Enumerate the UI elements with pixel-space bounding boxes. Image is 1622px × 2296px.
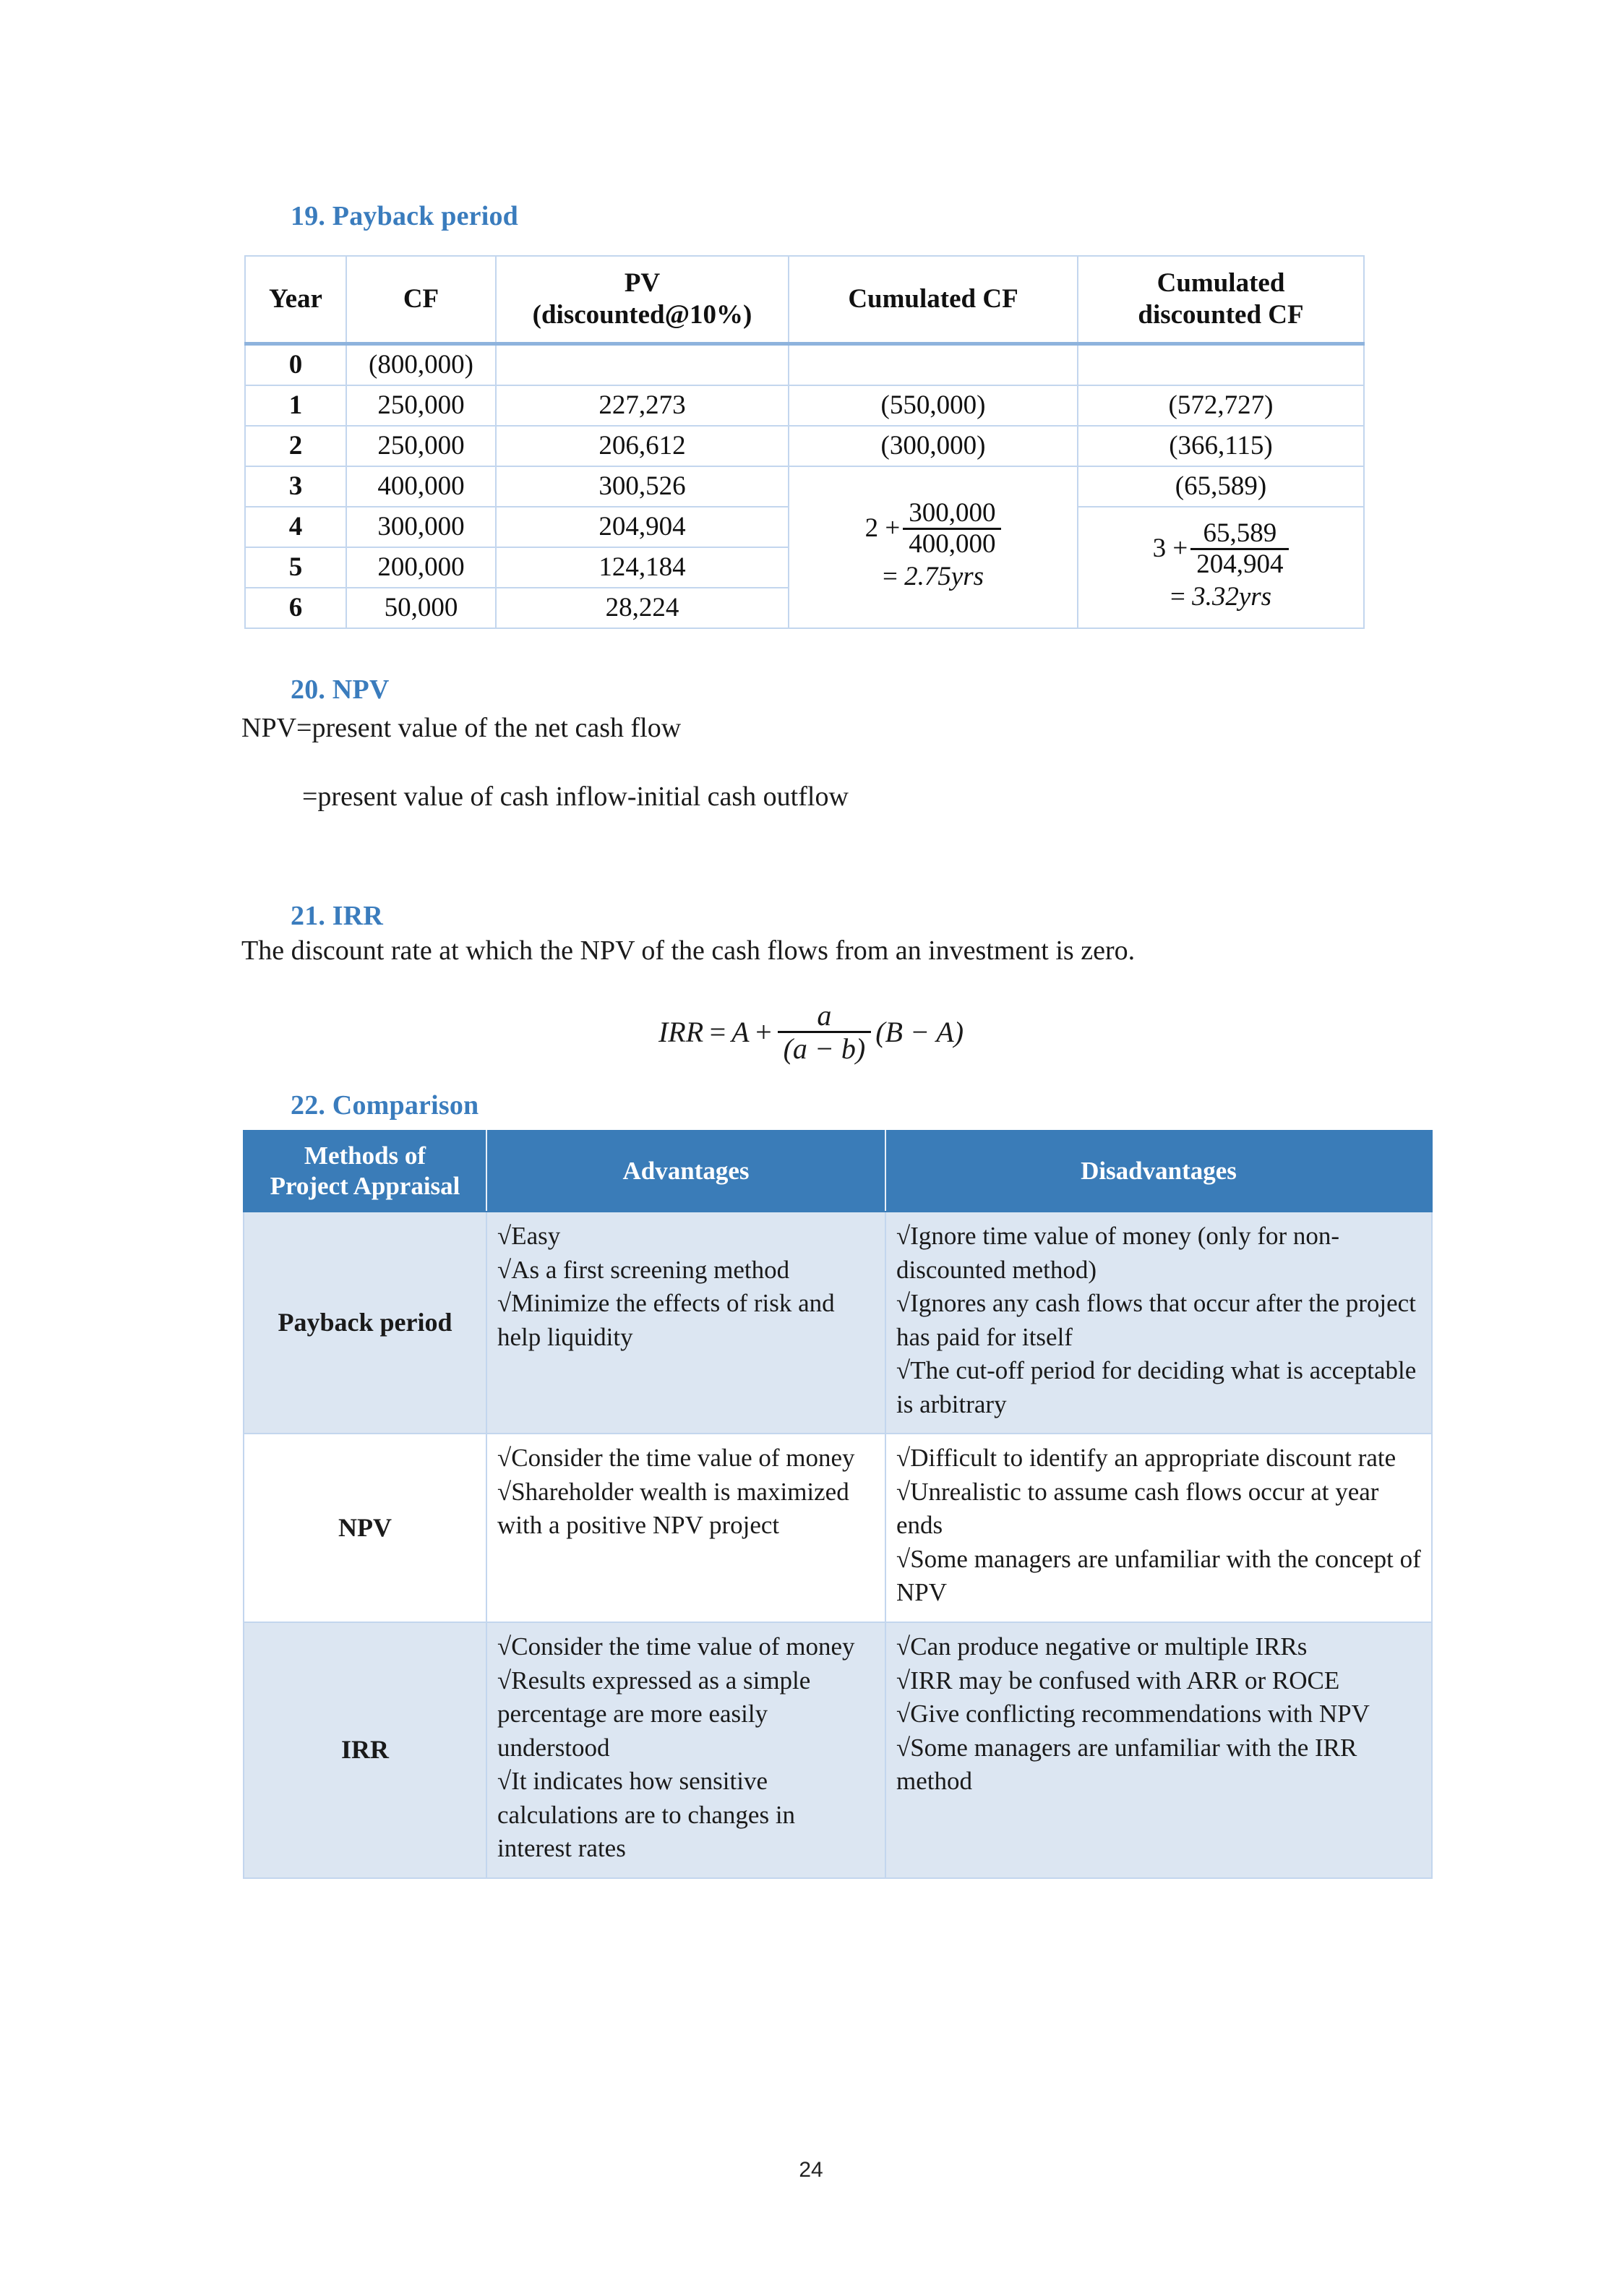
check-icon: √ [497, 1632, 512, 1661]
check-icon: √ [497, 1255, 512, 1284]
comparison-row-npv [244, 1434, 1432, 1622]
cell-disadvantages [885, 1434, 1432, 1622]
col-header-cdcf-line1: Cumulated [1157, 268, 1285, 299]
check-icon: √ [896, 1356, 911, 1385]
list-item-text: Difficult to identify an appropriate discount rate [910, 1444, 1396, 1473]
check-icon: √ [497, 1289, 512, 1318]
cell-pv: 227,273 [496, 385, 789, 426]
cell-cf: 200,000 [346, 547, 496, 588]
cell-cf: 400,000 [346, 466, 496, 507]
col-header-disadvantages: Disadvantages [885, 1131, 1432, 1212]
heading-comparison: 22. Comparison [291, 1090, 479, 1121]
cdcf-formula-equals: = [1170, 582, 1185, 612]
col-header-methods [244, 1131, 486, 1212]
cell-cumulated-cf: (550,000) [789, 385, 1078, 426]
cell-disadvantages [885, 1622, 1432, 1878]
cdcf-formula-numerator: 65,589 [1203, 518, 1277, 549]
irr-formula-plus: + [753, 1016, 773, 1049]
cell-method-name: IRR [244, 1622, 486, 1878]
cell-year: 6 [245, 588, 346, 628]
cdcf-formula-whole: 3 + [1152, 534, 1188, 564]
col-header-cumulated-cf: Cumulated CF [789, 256, 1078, 344]
cdcf-formula-fraction [1190, 519, 1289, 579]
comparison-row-irr [244, 1622, 1432, 1878]
cell-year: 1 [245, 385, 346, 426]
col-header-pv [496, 256, 789, 344]
col-header-pv-line1: PV [624, 268, 661, 299]
list-item [896, 1220, 1421, 1287]
comparison-row-payback-period [244, 1212, 1432, 1434]
irr-definition: The discount rate at which the NPV of the cash flows from an investment is zero. [241, 935, 1136, 966]
col-header-advantages: Advantages [486, 1131, 885, 1212]
list-item-text: Some managers are unfamiliar with the IRR method [896, 1733, 1357, 1796]
table-row [245, 385, 1364, 426]
cell-cumulated-discounted-cf [1078, 344, 1364, 386]
ccf-formula-fraction [903, 499, 1001, 559]
list-item [896, 1475, 1421, 1543]
comparison-header-row [244, 1131, 1432, 1212]
list-item-text: IRR may be confused with ARR or ROCE [910, 1666, 1340, 1695]
col-header-year: Year [245, 256, 346, 344]
check-icon: √ [497, 1444, 512, 1473]
payback-period-table [244, 255, 1365, 629]
cell-disadvantages [885, 1212, 1432, 1434]
npv-definition-line-1: NPV=present value of the net cash flow [241, 713, 682, 743]
cell-advantages [486, 1212, 885, 1434]
irr-formula-fraction [778, 1000, 872, 1064]
list-item-text: Shareholder wealth is maximized with a positive NPV project [497, 1477, 849, 1540]
cell-method-name: NPV [244, 1434, 486, 1622]
list-item-text: Some managers are unfamiliar with the concept of NPV [896, 1544, 1421, 1607]
ccf-formula-equals: = [882, 562, 898, 592]
page-number: 24 [799, 2158, 823, 2182]
list-item [896, 1442, 1421, 1475]
list-item-text: Ignores any cash flows that occur after the project has paid for itself [896, 1289, 1416, 1351]
list-item [896, 1664, 1421, 1698]
list-item [497, 1664, 875, 1765]
list-item-text: Minimize the effects of risk and help liquidity [497, 1289, 835, 1351]
cell-cf: 250,000 [346, 426, 496, 466]
list-item [497, 1765, 875, 1866]
ccf-formula-unit: yrs [951, 562, 984, 592]
cell-pv: 206,612 [496, 426, 789, 466]
check-icon: √ [497, 1222, 512, 1250]
table-header-row [245, 256, 1364, 344]
check-icon: √ [896, 1444, 911, 1473]
irr-formula-lhs: IRR [658, 1016, 704, 1049]
cell-advantages [486, 1434, 885, 1622]
list-item-text: Ignore time value of money (only for non-discounted method) [896, 1222, 1340, 1284]
ccf-formula-denominator: 400,000 [903, 528, 1001, 559]
advantages-list [497, 1442, 875, 1543]
disadvantages-list [896, 1220, 1421, 1421]
list-item-text: Consider the time value of money [511, 1632, 855, 1661]
check-icon: √ [896, 1289, 911, 1318]
heading-npv: 20. NPV [291, 674, 390, 705]
cell-year: 5 [245, 547, 346, 588]
list-item [896, 1731, 1421, 1799]
heading-payback-period: 19. Payback period [291, 201, 519, 231]
cell-cumulated-discounted-cf: (366,115) [1078, 426, 1364, 466]
npv-definition-line-2: =present value of cash inflow-initial cash outflow [302, 781, 849, 812]
comparison-table [243, 1130, 1433, 1879]
check-icon: √ [497, 1477, 512, 1506]
cell-cumulated-discounted-cf: (572,727) [1078, 385, 1364, 426]
cell-cf: (800,000) [346, 344, 496, 386]
cell-cumulated-discounted-cf: (65,589) [1078, 466, 1364, 507]
list-item [497, 1254, 875, 1288]
irr-formula-numerator: a [817, 999, 832, 1032]
cell-pv [496, 344, 789, 386]
col-header-pv-line2: (discounted@10%) [532, 300, 752, 330]
cell-cf: 250,000 [346, 385, 496, 426]
col-header-cdcf-line2: discounted CF [1138, 300, 1304, 330]
table-row [245, 344, 1364, 386]
irr-formula-equals: = [708, 1016, 728, 1049]
cell-cumulated-cf: (300,000) [789, 426, 1078, 466]
list-item [497, 1442, 875, 1475]
cell-year: 2 [245, 426, 346, 466]
check-icon: √ [896, 1477, 911, 1506]
check-icon: √ [896, 1222, 911, 1250]
col-header-methods-line2: Project Appraisal [270, 1172, 460, 1200]
cell-cumulated-cf [789, 344, 1078, 386]
list-item-text: Can produce negative or multiple IRRs [910, 1632, 1308, 1661]
irr-formula-A: A [731, 1016, 750, 1049]
advantages-list [497, 1220, 875, 1354]
check-icon: √ [497, 1666, 512, 1695]
check-icon: √ [896, 1544, 911, 1573]
list-item-text: Results expressed as a simple percentage are more easily understood [497, 1666, 811, 1762]
check-icon: √ [896, 1700, 911, 1729]
irr-formula-multiplier: (B − A) [875, 1016, 964, 1049]
check-icon: √ [497, 1767, 512, 1796]
cell-discounted-payback-period-formula [1078, 507, 1364, 628]
list-item-text: The cut-off period for deciding what is acceptable is arbitrary [896, 1356, 1417, 1418]
cell-advantages [486, 1622, 885, 1878]
advantages-list [497, 1630, 875, 1866]
list-item [497, 1630, 875, 1664]
list-item-text: It indicates how sensitive calculations are to changes in interest rates [497, 1767, 796, 1863]
cell-method-name: Payback period [244, 1212, 486, 1434]
cell-year: 0 [245, 344, 346, 386]
cell-pv: 124,184 [496, 547, 789, 588]
list-item [896, 1354, 1421, 1421]
list-item-text: As a first screening method [511, 1255, 790, 1284]
ccf-formula-value: 2.75 [904, 562, 951, 592]
list-item [497, 1475, 875, 1543]
ccf-formula-result [789, 563, 1077, 591]
cell-year: 3 [245, 466, 346, 507]
ccf-formula-whole: 2 + [864, 513, 901, 544]
cdcf-formula-result [1078, 583, 1363, 612]
cell-cf: 50,000 [346, 588, 496, 628]
cell-payback-period-formula [789, 466, 1078, 628]
col-header-methods-line1: Methods of [304, 1141, 426, 1170]
cdcf-formula-value: 3.32 [1192, 582, 1239, 612]
check-icon: √ [896, 1666, 911, 1695]
check-icon: √ [896, 1733, 911, 1762]
list-item [497, 1220, 875, 1254]
list-item [896, 1697, 1421, 1731]
list-item-text: Easy [511, 1222, 561, 1250]
list-item-text: Unrealistic to assume cash flows occur at year ends [896, 1477, 1379, 1540]
cell-cf: 300,000 [346, 507, 496, 547]
list-item [497, 1287, 875, 1354]
list-item-text: Consider the time value of money [511, 1444, 855, 1473]
col-header-cf: CF [346, 256, 496, 344]
table-row [245, 466, 1364, 507]
list-item-text: Give conflicting recommendations with NPV [910, 1700, 1370, 1729]
disadvantages-list [896, 1442, 1421, 1610]
check-icon: √ [896, 1632, 911, 1661]
list-item [896, 1287, 1421, 1354]
ccf-formula-numerator: 300,000 [909, 498, 996, 528]
irr-formula [0, 1000, 1622, 1064]
cell-pv: 300,526 [496, 466, 789, 507]
cell-pv: 204,904 [496, 507, 789, 547]
heading-irr: 21. IRR [291, 901, 384, 931]
list-item [896, 1630, 1421, 1664]
list-item [896, 1543, 1421, 1610]
table-row [245, 426, 1364, 466]
cell-year: 4 [245, 507, 346, 547]
cdcf-formula-denominator: 204,904 [1190, 548, 1289, 579]
col-header-cumulated-discounted-cf [1078, 256, 1364, 344]
disadvantages-list [896, 1630, 1421, 1799]
cdcf-formula-unit: yrs [1238, 582, 1272, 612]
cell-pv: 28,224 [496, 588, 789, 628]
irr-formula-denominator: (a − b) [778, 1031, 872, 1064]
